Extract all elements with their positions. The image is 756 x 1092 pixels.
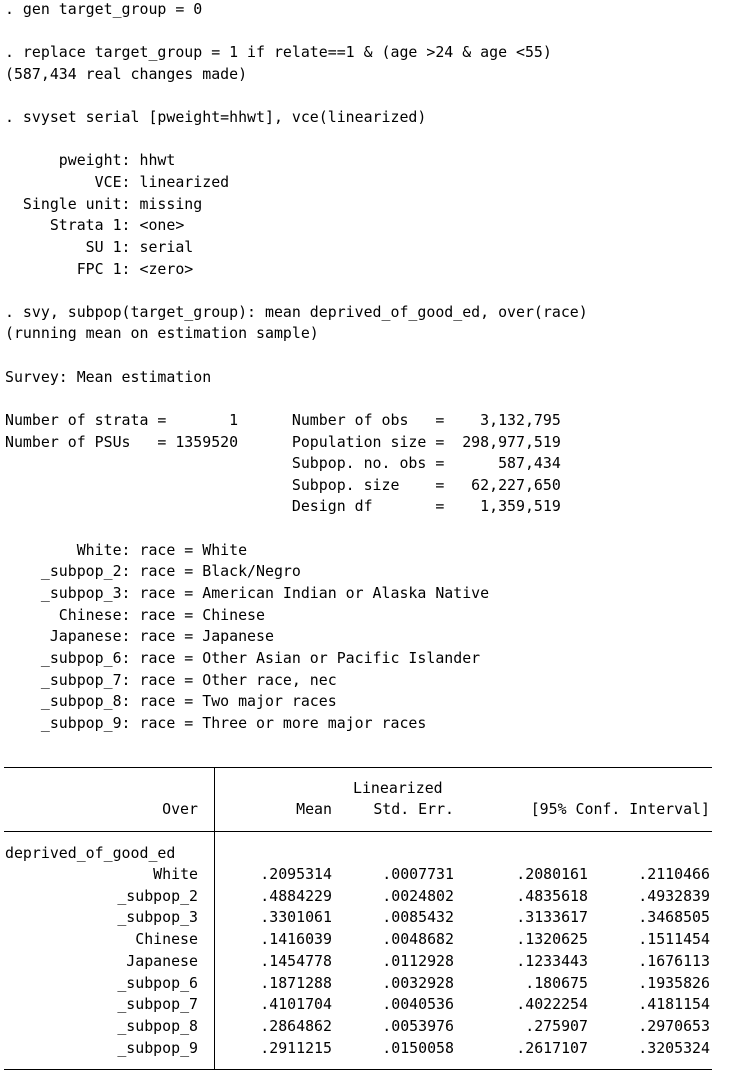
table-body-divider bbox=[214, 831, 215, 1069]
mean-value: .4884229 bbox=[260, 887, 332, 905]
ci-upper-value: .1935826 bbox=[638, 974, 710, 992]
header-conf-interval: [95% Conf. Interval] bbox=[530, 800, 710, 818]
log-line: Chinese: race = Chinese bbox=[5, 606, 265, 624]
ci-upper-value: .4181154 bbox=[638, 995, 710, 1013]
log-line: _subpop_7: race = Other race, nec bbox=[5, 671, 337, 689]
log-line: Design df = 1,359,519 bbox=[5, 497, 561, 515]
log-line: _subpop_6: race = Other Asian or Pacific Islander bbox=[5, 649, 481, 667]
std-err-value: .0007731 bbox=[382, 865, 454, 883]
table-header-divider bbox=[214, 767, 215, 831]
log-line: Number of PSUs = 1359520 Population size = 298,977,519 bbox=[5, 433, 561, 451]
mean-value: .2864862 bbox=[260, 1017, 332, 1035]
ci-lower-value: .4835618 bbox=[516, 887, 588, 905]
table-header-rule bbox=[4, 831, 712, 832]
row-label: Chinese bbox=[135, 930, 198, 948]
mean-value: .1454778 bbox=[260, 952, 332, 970]
ci-upper-value: .2970653 bbox=[638, 1017, 710, 1035]
log-line: Single unit: missing bbox=[5, 195, 203, 213]
log-line: Subpop. size = 62,227,650 bbox=[5, 476, 561, 494]
std-err-value: .0112928 bbox=[382, 952, 454, 970]
ci-upper-value: .4932839 bbox=[638, 887, 710, 905]
log-line: FPC 1: <zero> bbox=[5, 260, 194, 278]
mean-value: .3301061 bbox=[260, 908, 332, 926]
row-label: _subpop_2 bbox=[117, 887, 198, 905]
row-label: _subpop_3 bbox=[117, 908, 198, 926]
row-label: Japanese bbox=[126, 952, 198, 970]
log-line: . svy, subpop(target_group): mean deprived_of_good_ed, over(race) bbox=[5, 303, 588, 321]
ci-lower-value: .1320625 bbox=[516, 930, 588, 948]
log-line: . replace target_group = 1 if relate==1 & (age >24 & age <55) bbox=[5, 43, 552, 61]
ci-upper-value: .3205324 bbox=[638, 1039, 710, 1057]
log-line: Japanese: race = Japanese bbox=[5, 627, 274, 645]
table-top-rule bbox=[4, 767, 712, 768]
std-err-value: .0085432 bbox=[382, 908, 454, 926]
mean-value: .1871288 bbox=[260, 974, 332, 992]
log-line: _subpop_3: race = American Indian or Alaska Native bbox=[5, 584, 490, 602]
log-line: _subpop_9: race = Three or more major races bbox=[5, 714, 427, 732]
ci-upper-value: .3468505 bbox=[638, 908, 710, 926]
header-over: Over bbox=[162, 800, 198, 818]
mean-value: .2095314 bbox=[260, 865, 332, 883]
mean-value: .4101704 bbox=[260, 995, 332, 1013]
ci-lower-value: .180675 bbox=[525, 974, 588, 992]
log-line: Subpop. no. obs = 587,434 bbox=[5, 454, 561, 472]
header-linearized: Linearized bbox=[353, 779, 443, 797]
row-label: _subpop_7 bbox=[117, 995, 198, 1013]
std-err-value: .0040536 bbox=[382, 995, 454, 1013]
row-label: _subpop_8 bbox=[117, 1017, 198, 1035]
variable-name: deprived_of_good_ed bbox=[5, 844, 176, 862]
log-line: Survey: Mean estimation bbox=[5, 368, 212, 386]
log-line: _subpop_8: race = Two major races bbox=[5, 692, 337, 710]
log-line: (587,434 real changes made) bbox=[5, 65, 248, 83]
row-label: _subpop_6 bbox=[117, 974, 198, 992]
row-label: White bbox=[153, 865, 198, 883]
ci-lower-value: .275907 bbox=[525, 1017, 588, 1035]
log-line: (running mean on estimation sample) bbox=[5, 324, 319, 342]
ci-lower-value: .4022254 bbox=[516, 995, 588, 1013]
mean-value: .2911215 bbox=[260, 1039, 332, 1057]
header-std-err: Std. Err. bbox=[373, 800, 454, 818]
ci-upper-value: .1676113 bbox=[638, 952, 710, 970]
ci-lower-value: .2080161 bbox=[516, 865, 588, 883]
table-bottom-rule bbox=[4, 1069, 712, 1070]
header-mean: Mean bbox=[296, 800, 332, 818]
ci-lower-value: .1233443 bbox=[516, 952, 588, 970]
log-line: SU 1: serial bbox=[5, 238, 194, 256]
log-line: _subpop_2: race = Black/Negro bbox=[5, 562, 301, 580]
ci-lower-value: .2617107 bbox=[516, 1039, 588, 1057]
std-err-value: .0053976 bbox=[382, 1017, 454, 1035]
log-line: . svyset serial [pweight=hhwt], vce(linearized) bbox=[5, 108, 427, 126]
std-err-value: .0032928 bbox=[382, 974, 454, 992]
log-line: . gen target_group = 0 bbox=[5, 0, 203, 18]
ci-upper-value: .2110466 bbox=[638, 865, 710, 883]
log-line: Number of strata = 1 Number of obs = 3,132,795 bbox=[5, 411, 561, 429]
mean-value: .1416039 bbox=[260, 930, 332, 948]
log-line: White: race = White bbox=[5, 541, 248, 559]
log-line: VCE: linearized bbox=[5, 173, 230, 191]
log-line: Strata 1: <one> bbox=[5, 216, 185, 234]
std-err-value: .0150058 bbox=[382, 1039, 454, 1057]
ci-lower-value: .3133617 bbox=[516, 908, 588, 926]
ci-upper-value: .1511454 bbox=[638, 930, 710, 948]
std-err-value: .0024802 bbox=[382, 887, 454, 905]
std-err-value: .0048682 bbox=[382, 930, 454, 948]
log-line: pweight: hhwt bbox=[5, 151, 176, 169]
row-label: _subpop_9 bbox=[117, 1039, 198, 1057]
